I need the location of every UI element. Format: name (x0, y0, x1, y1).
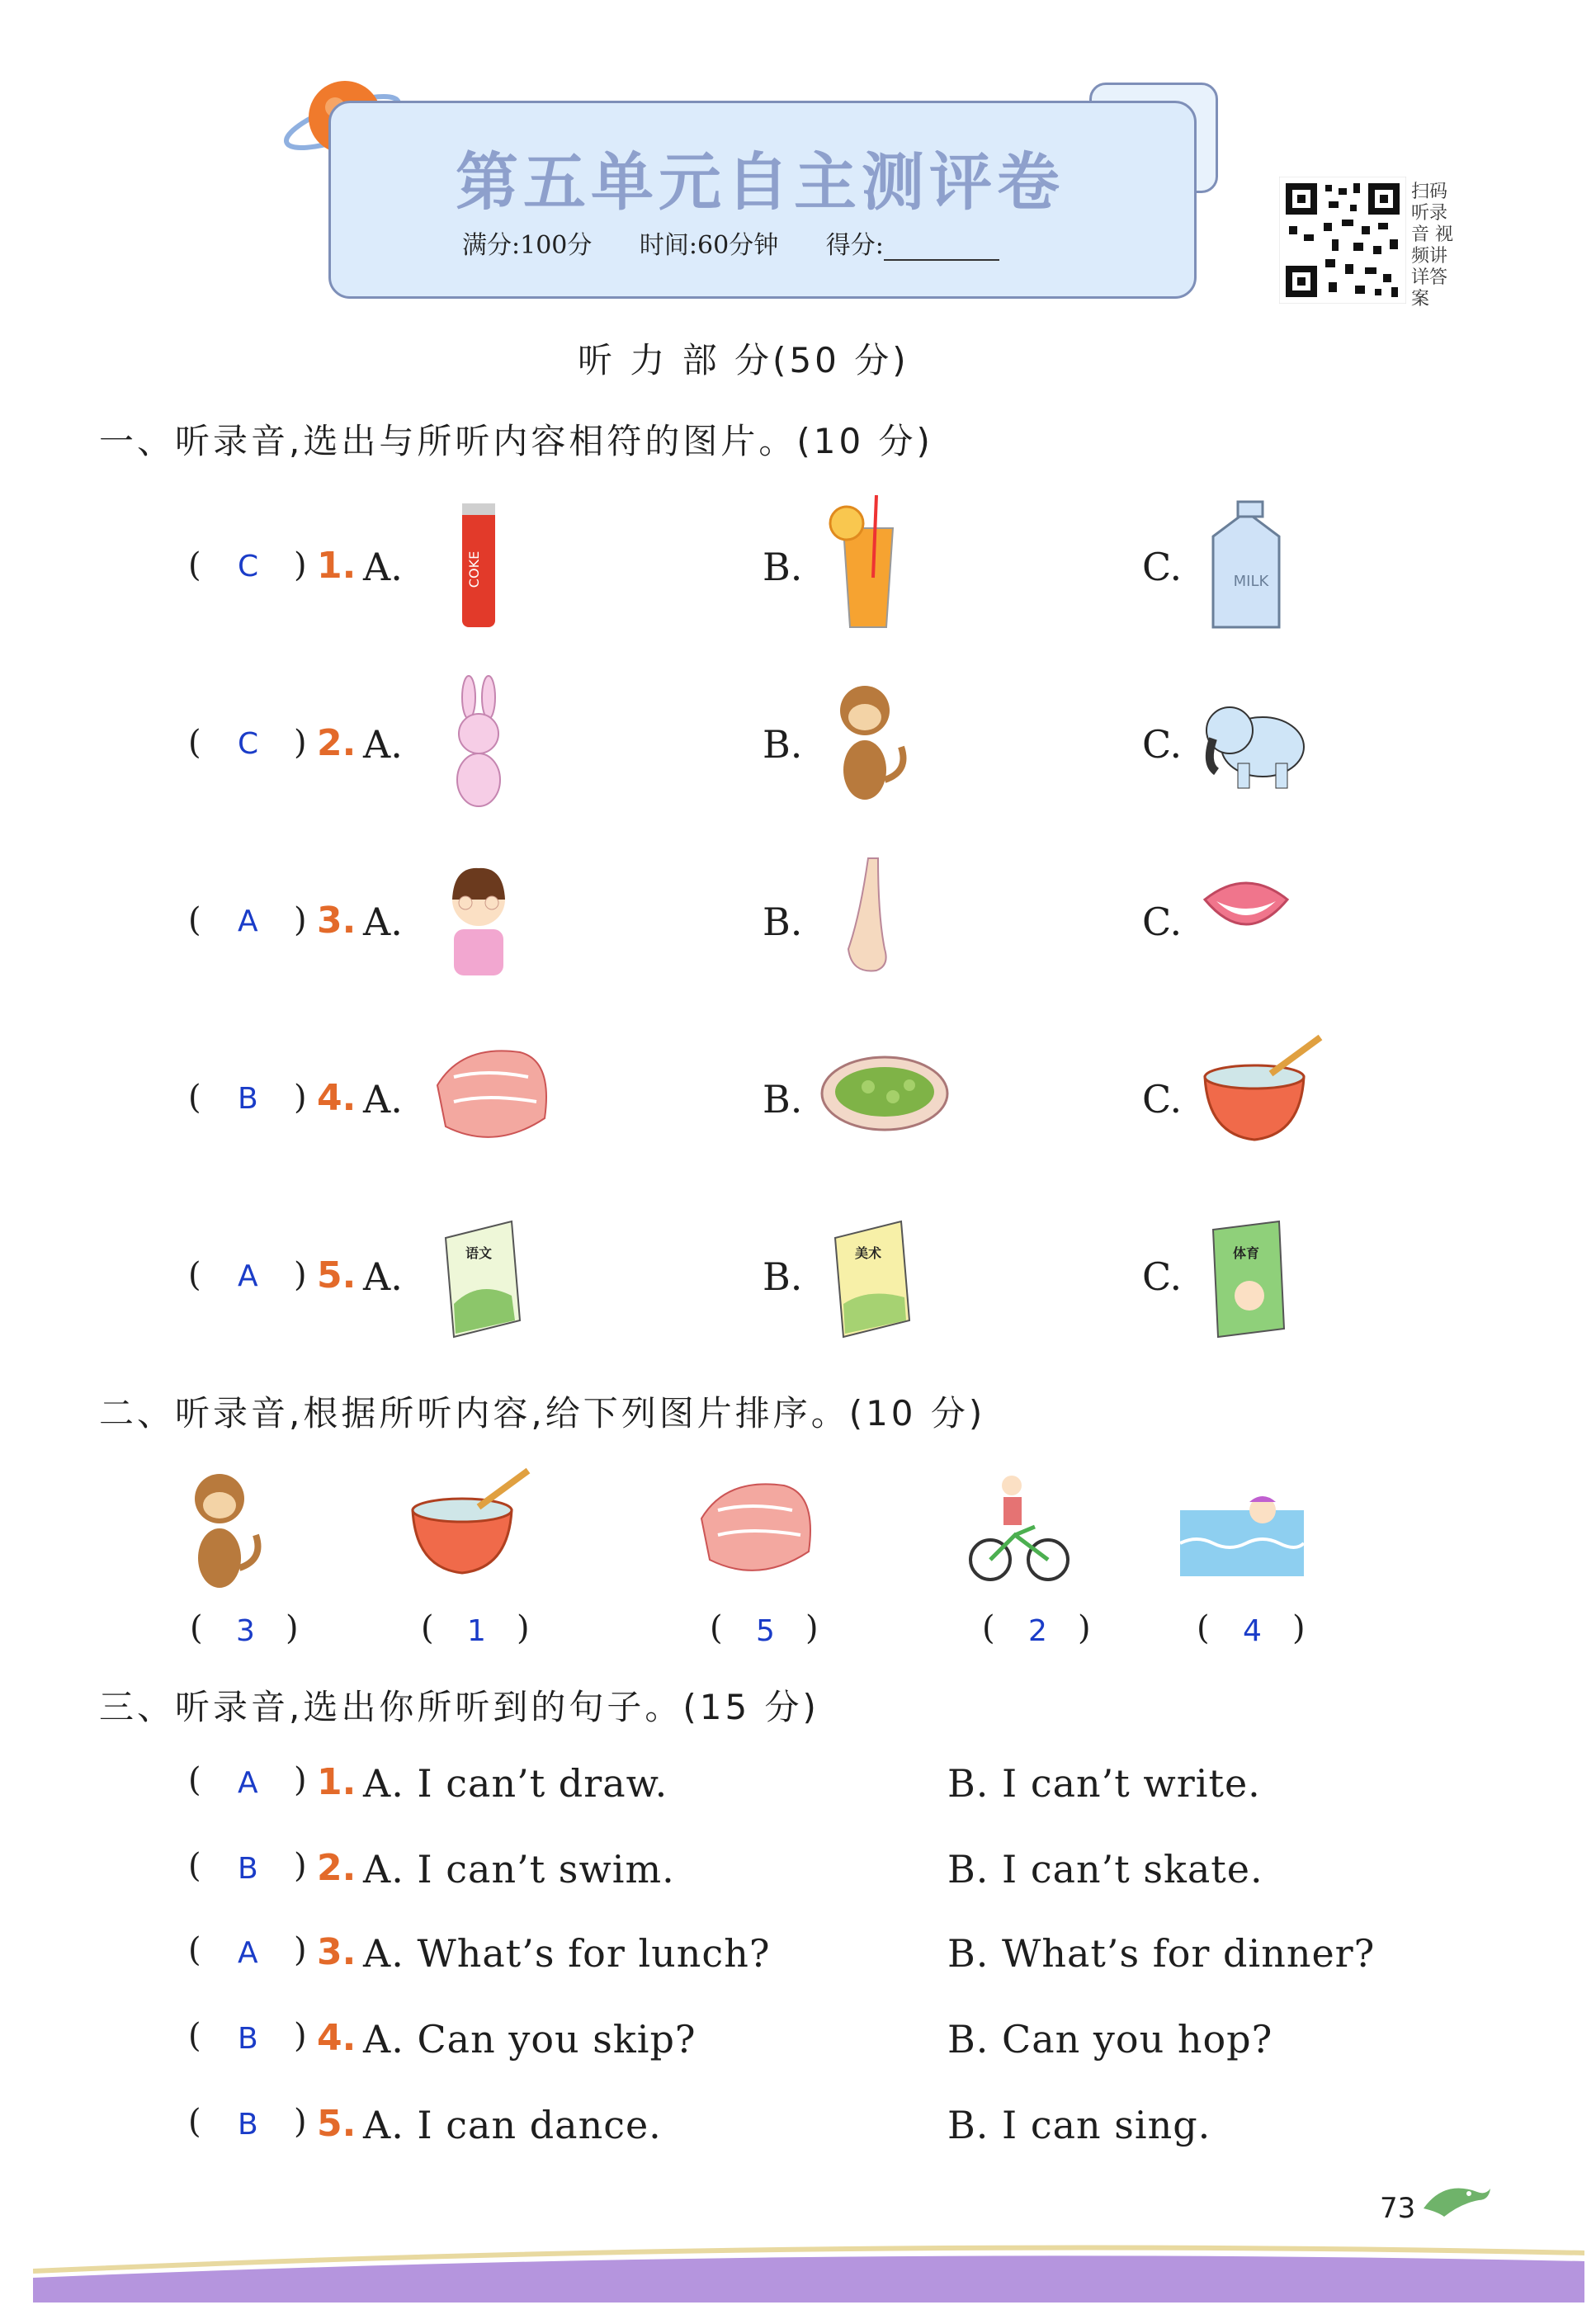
girl-cycling-icon (966, 1461, 1098, 1601)
dolphin-icon (1419, 2175, 1494, 2225)
option-picture[interactable] (1197, 673, 1329, 813)
pe-book-icon (1197, 1205, 1329, 1345)
coke-can-icon (429, 495, 561, 635)
svg-text:美术: 美术 (854, 1245, 882, 1261)
question-number: 3. (317, 900, 357, 942)
qr-caption: 扫码听录音 视频讲详答案 (1411, 182, 1453, 309)
qr-code-icon[interactable] (1279, 177, 1406, 304)
listening-title: 听 力 部 分(50 分) (578, 340, 909, 380)
full-score: 满分:100分 (462, 231, 593, 260)
question-number: 2. (317, 1847, 357, 1889)
option-letter: C. (1142, 1254, 1183, 1299)
option-letter: A. (363, 900, 403, 944)
option-picture[interactable] (819, 1027, 951, 1168)
answer-paren-close: ) (294, 1847, 307, 1885)
option-picture[interactable] (819, 673, 951, 813)
svg-text:COKE: COKE (466, 550, 482, 588)
question-number: 1. (317, 545, 357, 587)
order-answer[interactable]: 4 (1243, 1614, 1262, 1648)
answer-paren-open: ( (188, 1931, 201, 1969)
option-picture[interactable] (429, 1205, 561, 1345)
art-book-icon (819, 1205, 951, 1345)
soup-bowl-icon (1197, 1027, 1329, 1168)
answer-value[interactable]: A (238, 1936, 258, 1970)
option-letter: B. (763, 1077, 803, 1122)
order-paren-open: ( (190, 1609, 203, 1647)
order-answer[interactable]: 1 (467, 1614, 486, 1648)
svg-text:语文: 语文 (465, 1245, 493, 1261)
order-paren-close: ) (805, 1609, 819, 1647)
question-number: 5. (317, 2103, 357, 2145)
option-letter: A. (363, 1254, 403, 1299)
option-letter: B. (763, 900, 803, 944)
answer-paren-open: ( (188, 901, 201, 939)
order-picture (966, 1461, 1098, 1601)
answer-paren-close: ) (294, 2103, 307, 2141)
nose-icon (819, 850, 951, 990)
answer-paren-open: ( (188, 2103, 201, 2141)
option-letter: C. (1142, 722, 1183, 767)
option-picture[interactable] (819, 1205, 951, 1345)
option-picture[interactable] (429, 495, 561, 635)
milk-carton-icon (1197, 495, 1329, 635)
answer-paren-close: ) (294, 546, 307, 584)
option-picture[interactable] (1197, 1205, 1329, 1345)
answer-value[interactable]: B (238, 2022, 258, 2056)
orange-juice-icon (819, 495, 951, 635)
vegetables-plate-icon (819, 1027, 951, 1168)
answer-value[interactable]: C (238, 727, 259, 761)
order-picture (173, 1461, 305, 1601)
score-line (462, 224, 1079, 261)
order-paren-open: ( (982, 1609, 995, 1647)
question-number: 2. (317, 722, 357, 764)
option-picture[interactable] (819, 495, 951, 635)
answer-paren-open: ( (188, 1256, 201, 1294)
mouth-icon (1197, 850, 1329, 990)
option-picture[interactable] (1197, 850, 1329, 990)
answer-paren-open: ( (188, 1847, 201, 1885)
sentence-option-a: A. I can dance. (363, 2103, 662, 2147)
girl-eyes-icon (429, 850, 561, 990)
question-number: 1. (317, 1761, 357, 1803)
chinese-book-icon (429, 1205, 561, 1345)
option-picture[interactable] (1197, 1027, 1329, 1168)
question-number: 5. (317, 1254, 357, 1296)
answer-paren-open: ( (188, 546, 201, 584)
answer-paren-close: ) (294, 1761, 307, 1799)
answer-value[interactable]: A (238, 1259, 258, 1293)
answer-paren-open: ( (188, 1079, 201, 1117)
score-label: 得分: (826, 231, 1039, 260)
order-paren-open: ( (710, 1609, 723, 1647)
monkey-icon (173, 1461, 305, 1601)
answer-value[interactable]: B (238, 1852, 258, 1886)
option-picture[interactable] (429, 673, 561, 813)
answer-paren-open: ( (188, 724, 201, 762)
meat-icon (429, 1027, 561, 1168)
option-letter: B. (763, 545, 803, 589)
page-number: 73 (1380, 2192, 1416, 2225)
score-blank[interactable] (884, 238, 999, 261)
answer-paren-open: ( (188, 2017, 201, 2055)
time-limit: 时间:60分钟 (639, 231, 779, 260)
answer-value[interactable]: B (238, 2108, 258, 2142)
answer-paren-close: ) (294, 1256, 307, 1294)
option-letter: C. (1142, 545, 1183, 589)
sentence-option-a: A. What’s for lunch? (363, 1931, 771, 1976)
option-letter: A. (363, 722, 403, 767)
meat-icon (693, 1461, 825, 1601)
answer-paren-close: ) (294, 724, 307, 762)
option-letter: C. (1142, 900, 1183, 944)
monkey-icon (819, 673, 951, 813)
question-number: 4. (317, 2017, 357, 2059)
option-letter: B. (763, 722, 803, 767)
svg-text:体育: 体育 (1232, 1245, 1260, 1261)
sentence-option-b: B. What’s for dinner? (947, 1931, 1376, 1976)
sentence-option-b: B. Can you hop? (947, 2017, 1273, 2062)
footer-band (33, 2228, 1584, 2302)
sentence-option-a: A. I can’t swim. (363, 1847, 675, 1892)
elephant-icon (1197, 673, 1329, 813)
answer-value[interactable]: C (238, 550, 259, 583)
order-paren-close: ) (517, 1609, 530, 1647)
option-picture[interactable] (429, 850, 561, 990)
option-letter: C. (1142, 1077, 1183, 1122)
answer-paren-close: ) (294, 901, 307, 939)
svg-text:MILK: MILK (1233, 573, 1269, 590)
option-picture[interactable] (819, 850, 951, 990)
section3-title: 三、听录音,选出你所听到的句子。(15 分) (99, 1687, 819, 1727)
sentence-option-b: B. I can’t skate. (947, 1847, 1263, 1892)
option-picture[interactable] (429, 1027, 561, 1168)
order-paren-close: ) (286, 1609, 299, 1647)
order-answer[interactable]: 5 (756, 1614, 775, 1648)
answer-value[interactable]: A (238, 904, 258, 938)
question-number: 3. (317, 1931, 357, 1973)
swimmer-icon (1180, 1461, 1312, 1601)
soup-bowl-icon (404, 1461, 536, 1601)
order-paren-open: ( (421, 1609, 434, 1647)
order-paren-close: ) (1078, 1609, 1091, 1647)
rabbit-icon (429, 673, 561, 813)
answer-paren-close: ) (294, 1931, 307, 1969)
option-letter: A. (363, 1077, 403, 1122)
order-answer[interactable]: 2 (1028, 1614, 1047, 1648)
section2-title: 二、听录音,根据所听内容,给下列图片排序。(10 分) (99, 1393, 986, 1433)
order-paren-open: ( (1197, 1609, 1210, 1647)
answer-paren-close: ) (294, 2017, 307, 2055)
sentence-option-a: A. I can’t draw. (363, 1761, 668, 1806)
order-picture (1180, 1461, 1312, 1601)
order-paren-close: ) (1292, 1609, 1306, 1647)
option-letter: B. (763, 1254, 803, 1299)
answer-value[interactable]: A (238, 1766, 258, 1800)
answer-value[interactable]: B (238, 1082, 258, 1116)
option-picture[interactable] (1197, 495, 1329, 635)
question-number: 4. (317, 1077, 357, 1119)
sentence-option-b: B. I can sing. (947, 2103, 1211, 2147)
answer-paren-open: ( (188, 1761, 201, 1799)
order-picture (404, 1461, 536, 1601)
section1-title: 一、听录音,选出与所听内容相符的图片。(10 分) (99, 421, 933, 461)
option-letter: A. (363, 545, 403, 589)
sentence-option-b: B. I can’t write. (947, 1761, 1261, 1806)
order-answer[interactable]: 3 (236, 1614, 255, 1648)
answer-paren-close: ) (294, 1079, 307, 1117)
order-picture (693, 1461, 825, 1601)
page-title: 第五单元自主测评卷 (456, 145, 1065, 219)
sentence-option-a: A. Can you skip? (363, 2017, 696, 2062)
